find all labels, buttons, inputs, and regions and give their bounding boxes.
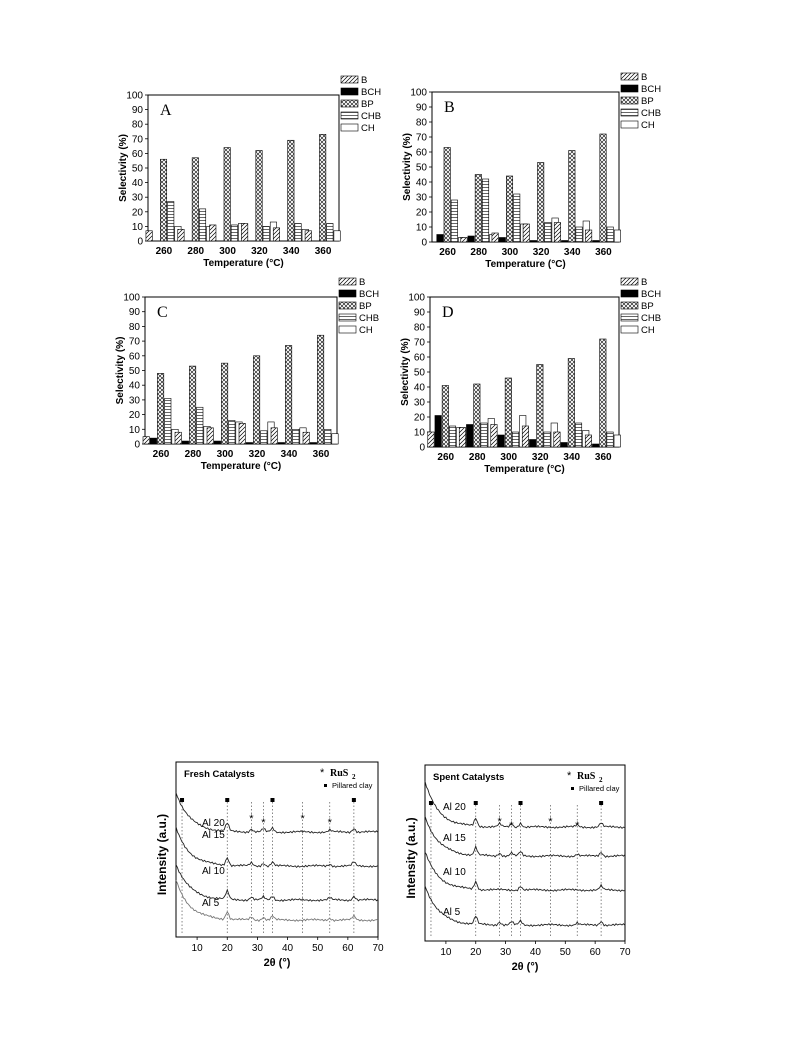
bar-chb-260 [168, 202, 174, 241]
x-tick-label: 360 [314, 246, 332, 257]
legend-label-b: B [359, 277, 366, 288]
bar-chb-320 [545, 223, 551, 243]
x-tick-label: 300 [219, 246, 236, 257]
legend-swatch-bch [341, 88, 358, 95]
y-tick-label: 10 [131, 221, 143, 233]
legend-swatch-ch [341, 124, 358, 131]
y-tick-label: 0 [421, 237, 427, 249]
bar-bch-280 [468, 236, 474, 242]
bar-chb-300 [229, 420, 235, 444]
legend-swatch-bch [339, 290, 356, 297]
x-tick-label: 30 [251, 943, 263, 954]
y-axis-title: Selectivity (%) [402, 133, 413, 201]
legend-swatch-b [621, 278, 638, 285]
x-tick-label: 280 [468, 452, 486, 463]
bar-chb-360 [607, 227, 613, 242]
y-tick-label: 50 [413, 367, 425, 379]
bar-bp-320 [256, 150, 262, 241]
bar-bp-360 [317, 335, 323, 444]
x-tick-label: 300 [501, 247, 519, 258]
rus2-marker: * [261, 817, 266, 829]
rus2-marker: * [575, 820, 580, 832]
x-tick-label: 260 [437, 452, 455, 463]
y-tick-label: 90 [413, 307, 425, 319]
legend-label-bch: BCH [641, 84, 662, 95]
bar-bch-300 [498, 435, 504, 447]
bar-bch-280 [466, 425, 472, 448]
y-tick-label: 70 [413, 337, 425, 349]
trace-label: Al 20 [443, 802, 466, 813]
bar-bch-300 [499, 238, 505, 243]
bar-bp-280 [475, 175, 481, 243]
x-tick-label: 320 [532, 247, 550, 258]
legend-label-chb: CHB [359, 313, 380, 324]
bar-bch-320 [529, 440, 535, 448]
rus2-marker: * [249, 813, 254, 825]
bar-bch-340 [278, 443, 284, 444]
bar-b-260 [146, 231, 152, 241]
y-tick-label: 60 [413, 352, 425, 364]
y-tick-label: 70 [128, 336, 140, 348]
x-tick-label: 360 [312, 449, 330, 460]
y-tick-label: 70 [415, 132, 427, 144]
legend-swatch-ch [339, 326, 356, 333]
trace-label: Al 10 [443, 867, 466, 878]
legend-label-bch: BCH [641, 289, 662, 300]
bar-chb-340 [576, 227, 582, 242]
legend-label-bp: BP [359, 301, 372, 312]
y-tick-label: 0 [134, 439, 140, 451]
y-tick-label: 80 [415, 117, 427, 129]
legend-label-b: B [641, 72, 648, 83]
bar-b-340 [554, 432, 560, 447]
x-tick-label: 50 [312, 943, 324, 954]
bar-b-280 [461, 238, 467, 243]
legend-swatch-ch [621, 121, 638, 128]
bar-bch-340 [561, 443, 567, 448]
trace-label: Al 5 [443, 907, 461, 918]
y-tick-label: 70 [131, 134, 143, 146]
y-tick-label: 60 [128, 351, 140, 363]
y-tick-label: 50 [128, 366, 140, 377]
legend-label-ch: CH [641, 120, 655, 131]
y-tick-label: 50 [415, 162, 427, 174]
panel-label: D [442, 304, 454, 321]
y-tick-label: 10 [128, 424, 140, 436]
pillared-clay-marker [599, 801, 603, 805]
bar-bch-300 [214, 441, 220, 444]
bar-bch-320 [246, 443, 252, 444]
x-tick-label: 280 [470, 247, 488, 258]
bar-bp-260 [442, 386, 448, 448]
y-axis-title: Selectivity (%) [115, 336, 126, 405]
bar-bp-280 [474, 384, 480, 447]
bar-chb-360 [607, 432, 613, 447]
trace-label: Al 15 [443, 833, 466, 844]
plot-frame [432, 92, 619, 242]
y-tick-label: 90 [415, 102, 427, 114]
bar-b-320 [522, 426, 528, 447]
x-tick-label: 30 [500, 947, 512, 958]
legend-label-chb: CHB [361, 111, 382, 122]
y-tick-label: 80 [131, 119, 143, 131]
x-tick-label: 20 [470, 947, 482, 958]
x-tick-label: 320 [531, 452, 549, 463]
bar-chb-320 [544, 432, 550, 447]
legend-label-bch: BCH [359, 289, 380, 300]
x-tick-label: 260 [155, 246, 173, 257]
y-tick-label: 30 [413, 397, 425, 409]
bar-chb-280 [482, 179, 488, 242]
x-axis-title: 2θ (°) [263, 957, 291, 969]
y-tick-label: 90 [131, 105, 143, 117]
xrd-charts-grid [155, 762, 631, 973]
legend-label-bp: BP [641, 301, 654, 312]
trace-label: Al 10 [202, 866, 225, 877]
bar-bch-360 [592, 444, 598, 447]
bar-bch-260 [150, 438, 156, 444]
xrd-title: Spent Catalysts [433, 772, 505, 783]
rus2-legend-label: RuS [577, 771, 596, 782]
y-tick-label: 30 [128, 395, 140, 407]
y-axis-title: Intensity (a.u.) [404, 817, 418, 899]
legend-swatch-bp [339, 302, 356, 309]
bar-chart-b [402, 72, 661, 270]
panel-label: C [157, 304, 168, 321]
bar-bp-300 [221, 363, 227, 444]
bar-b-300 [492, 233, 498, 242]
bar-chb-280 [199, 209, 205, 241]
bar-b-260 [428, 432, 434, 447]
bar-b-260 [143, 437, 149, 444]
bar-b-360 [585, 230, 591, 242]
bar-bp-280 [192, 158, 198, 241]
y-tick-label: 40 [413, 382, 425, 394]
bar-bch-320 [530, 241, 536, 243]
bar-ch-360 [614, 435, 620, 447]
bar-chb-280 [197, 407, 203, 444]
legend-swatch-bp [621, 302, 638, 309]
x-tick-label: 40 [529, 947, 542, 958]
bar-chart-a [118, 75, 381, 269]
rus2-marker: * [509, 820, 514, 832]
panel-label: B [444, 99, 455, 116]
x-tick-label: 60 [589, 947, 601, 958]
x-axis-title: Temperature (°C) [200, 461, 282, 472]
y-tick-label: 10 [413, 427, 425, 439]
rus2-legend-star: * [567, 770, 572, 782]
selectivity-charts-grid [115, 72, 661, 475]
bar-bp-300 [506, 176, 512, 242]
x-tick-label: 260 [439, 247, 456, 258]
legend-label-bp: BP [641, 96, 654, 107]
legend-swatch-chb [621, 314, 638, 321]
x-tick-label: 340 [280, 449, 298, 460]
legend-label-b: B [641, 277, 648, 288]
y-tick-label: 40 [131, 178, 143, 190]
pillared-clay-marker [270, 798, 274, 802]
bar-b-300 [207, 428, 213, 444]
bar-bp-340 [288, 140, 294, 241]
bar-bp-340 [569, 151, 575, 243]
x-tick-label: 70 [619, 947, 631, 958]
bar-bp-320 [253, 356, 259, 444]
bar-bp-340 [568, 359, 574, 448]
x-tick-label: 340 [282, 246, 300, 257]
bar-bch-360 [310, 443, 316, 444]
legend-label-ch: CH [641, 325, 655, 336]
bar-chb-280 [481, 423, 487, 447]
panel-label: A [160, 102, 172, 119]
x-tick-label: 300 [500, 452, 518, 463]
legend-swatch-b [341, 76, 358, 83]
x-tick-label: 360 [594, 452, 612, 463]
bar-bch-280 [182, 441, 188, 444]
bar-chb-340 [295, 223, 301, 241]
bar-b-300 [491, 425, 497, 448]
y-tick-label: 30 [415, 192, 427, 204]
bar-bp-260 [157, 373, 163, 444]
bar-b-320 [523, 224, 529, 242]
bar-bp-260 [160, 159, 166, 241]
y-tick-label: 20 [131, 207, 143, 219]
x-axis-title: Temperature (°C) [485, 259, 566, 270]
legend-swatch-b [339, 278, 356, 285]
bar-b-340 [554, 223, 560, 243]
y-tick-label: 30 [131, 192, 143, 204]
legend-label-ch: CH [359, 325, 373, 336]
x-tick-label: 10 [191, 943, 203, 954]
y-tick-label: 20 [415, 207, 427, 219]
bar-b-340 [271, 428, 277, 444]
bar-b-320 [239, 423, 245, 444]
bar-b-360 [585, 435, 591, 447]
y-tick-label: 0 [137, 236, 143, 248]
x-tick-label: 360 [595, 247, 612, 258]
y-tick-label: 60 [415, 147, 427, 159]
bar-bp-280 [189, 366, 195, 444]
y-axis-title: Selectivity (%) [400, 338, 411, 406]
bar-bp-340 [285, 346, 291, 444]
pillared-clay-marker [519, 801, 523, 805]
bar-chb-320 [261, 431, 267, 444]
bar-b-280 [178, 229, 184, 241]
legend-swatch-bp [621, 97, 638, 104]
x-axis-title: Temperature (°C) [203, 258, 284, 269]
y-tick-label: 50 [131, 163, 143, 175]
y-tick-label: 10 [415, 222, 427, 234]
bar-chb-320 [263, 226, 269, 241]
xrd-chart-fresh [155, 762, 384, 969]
x-axis-title: 2θ (°) [511, 961, 539, 973]
legend-label-bch: BCH [361, 87, 382, 98]
y-axis-title: Intensity (a.u.) [155, 813, 169, 896]
legend-swatch-chb [621, 109, 638, 116]
bar-chb-300 [514, 194, 520, 242]
y-tick-label: 20 [413, 412, 425, 424]
y-tick-label: 40 [128, 380, 140, 392]
rus2-marker: * [300, 813, 305, 825]
bar-b-320 [241, 223, 247, 241]
bar-bp-360 [600, 339, 606, 447]
x-tick-label: 320 [251, 246, 268, 257]
legend-label-ch: CH [361, 123, 375, 134]
y-tick-label: 60 [131, 148, 143, 160]
bar-bp-260 [444, 148, 450, 243]
bar-chart-c [115, 277, 379, 472]
bar-bp-300 [224, 148, 230, 241]
bar-chb-300 [512, 432, 518, 447]
bar-bch-260 [437, 235, 443, 243]
pillared-legend-marker [571, 787, 574, 790]
y-tick-label: 0 [419, 442, 425, 454]
bar-chb-340 [575, 423, 581, 447]
x-tick-label: 40 [281, 943, 294, 954]
bar-chb-260 [451, 200, 457, 242]
bar-chb-260 [165, 398, 171, 444]
x-tick-label: 70 [372, 943, 384, 954]
x-tick-label: 50 [559, 947, 571, 958]
pillared-legend-label: Pillared clay [332, 781, 373, 790]
bar-chb-260 [449, 426, 455, 447]
x-tick-label: 60 [342, 943, 354, 954]
bar-ch-360 [332, 434, 338, 444]
y-tick-label: 100 [126, 90, 143, 102]
bar-chart-d [400, 277, 661, 475]
bar-bp-360 [319, 134, 325, 241]
pillared-legend-marker [324, 784, 327, 787]
bar-bp-300 [505, 378, 511, 447]
bar-bch-360 [593, 241, 599, 243]
trace-label: Al 5 [202, 898, 220, 909]
legend-swatch-chb [339, 314, 356, 321]
trace-label: Al 20 [202, 818, 225, 829]
pillared-clay-marker [474, 801, 478, 805]
pillared-clay-marker [352, 798, 356, 802]
rus2-legend-label: RuS [330, 768, 349, 779]
rus2-legend-subscript: 2 [352, 773, 356, 781]
rus2-marker: * [497, 816, 502, 828]
y-tick-label: 100 [123, 292, 140, 304]
y-tick-label: 40 [415, 177, 427, 189]
x-tick-label: 280 [184, 449, 202, 460]
bar-bp-320 [537, 365, 543, 448]
x-tick-label: 20 [221, 943, 233, 954]
rus2-legend-star: * [320, 767, 325, 779]
pillared-clay-marker [180, 798, 184, 802]
legend-swatch-bp [341, 100, 358, 107]
bar-ch-360 [334, 231, 340, 241]
x-tick-label: 280 [187, 246, 205, 257]
bar-b-360 [305, 231, 311, 241]
y-tick-label: 100 [410, 87, 427, 99]
legend-swatch-chb [341, 112, 358, 119]
legend-label-chb: CHB [641, 108, 662, 119]
rus2-marker: * [548, 816, 553, 828]
bar-chb-360 [325, 429, 331, 444]
bar-b-280 [175, 432, 181, 444]
bar-b-340 [273, 228, 279, 241]
bar-chb-360 [327, 223, 333, 241]
x-tick-label: 10 [440, 947, 452, 958]
legend-swatch-bch [621, 85, 638, 92]
xrd-chart-spent [404, 765, 631, 973]
legend-label-chb: CHB [641, 313, 662, 324]
plot-frame [148, 95, 339, 241]
x-tick-label: 320 [248, 449, 266, 460]
x-tick-label: 340 [563, 452, 581, 463]
trace-label: Al 15 [202, 830, 225, 841]
legend-swatch-bch [621, 290, 638, 297]
y-axis-title: Selectivity (%) [118, 134, 129, 202]
legend-swatch-ch [621, 326, 638, 333]
bar-b-360 [303, 432, 309, 444]
x-tick-label: 260 [152, 449, 170, 460]
legend-swatch-b [621, 73, 638, 80]
bar-bp-320 [537, 163, 543, 243]
bar-chb-340 [293, 429, 299, 444]
y-tick-label: 80 [128, 321, 140, 333]
y-tick-label: 80 [413, 322, 425, 334]
pillared-clay-marker [225, 798, 229, 802]
bar-chb-300 [231, 225, 237, 241]
y-tick-label: 100 [408, 292, 425, 304]
x-tick-label: 340 [563, 247, 581, 258]
x-tick-label: 300 [216, 449, 234, 460]
y-tick-label: 90 [128, 307, 140, 319]
y-tick-label: 20 [128, 410, 140, 422]
rus2-marker: * [327, 817, 332, 829]
bar-bp-360 [600, 134, 606, 242]
bar-b-300 [210, 225, 216, 241]
xrd-title: Fresh Catalysts [184, 769, 255, 780]
rus2-legend-subscript: 2 [599, 776, 603, 784]
bar-bch-260 [435, 416, 441, 448]
pillared-legend-label: Pillared clay [579, 784, 620, 793]
bar-b-280 [459, 428, 465, 448]
x-axis-title: Temperature (°C) [484, 464, 565, 475]
bar-bch-340 [561, 241, 567, 243]
legend-label-bp: BP [361, 99, 374, 110]
pillared-clay-marker [429, 801, 433, 805]
bar-ch-360 [614, 230, 620, 242]
legend-label-b: B [361, 75, 368, 86]
